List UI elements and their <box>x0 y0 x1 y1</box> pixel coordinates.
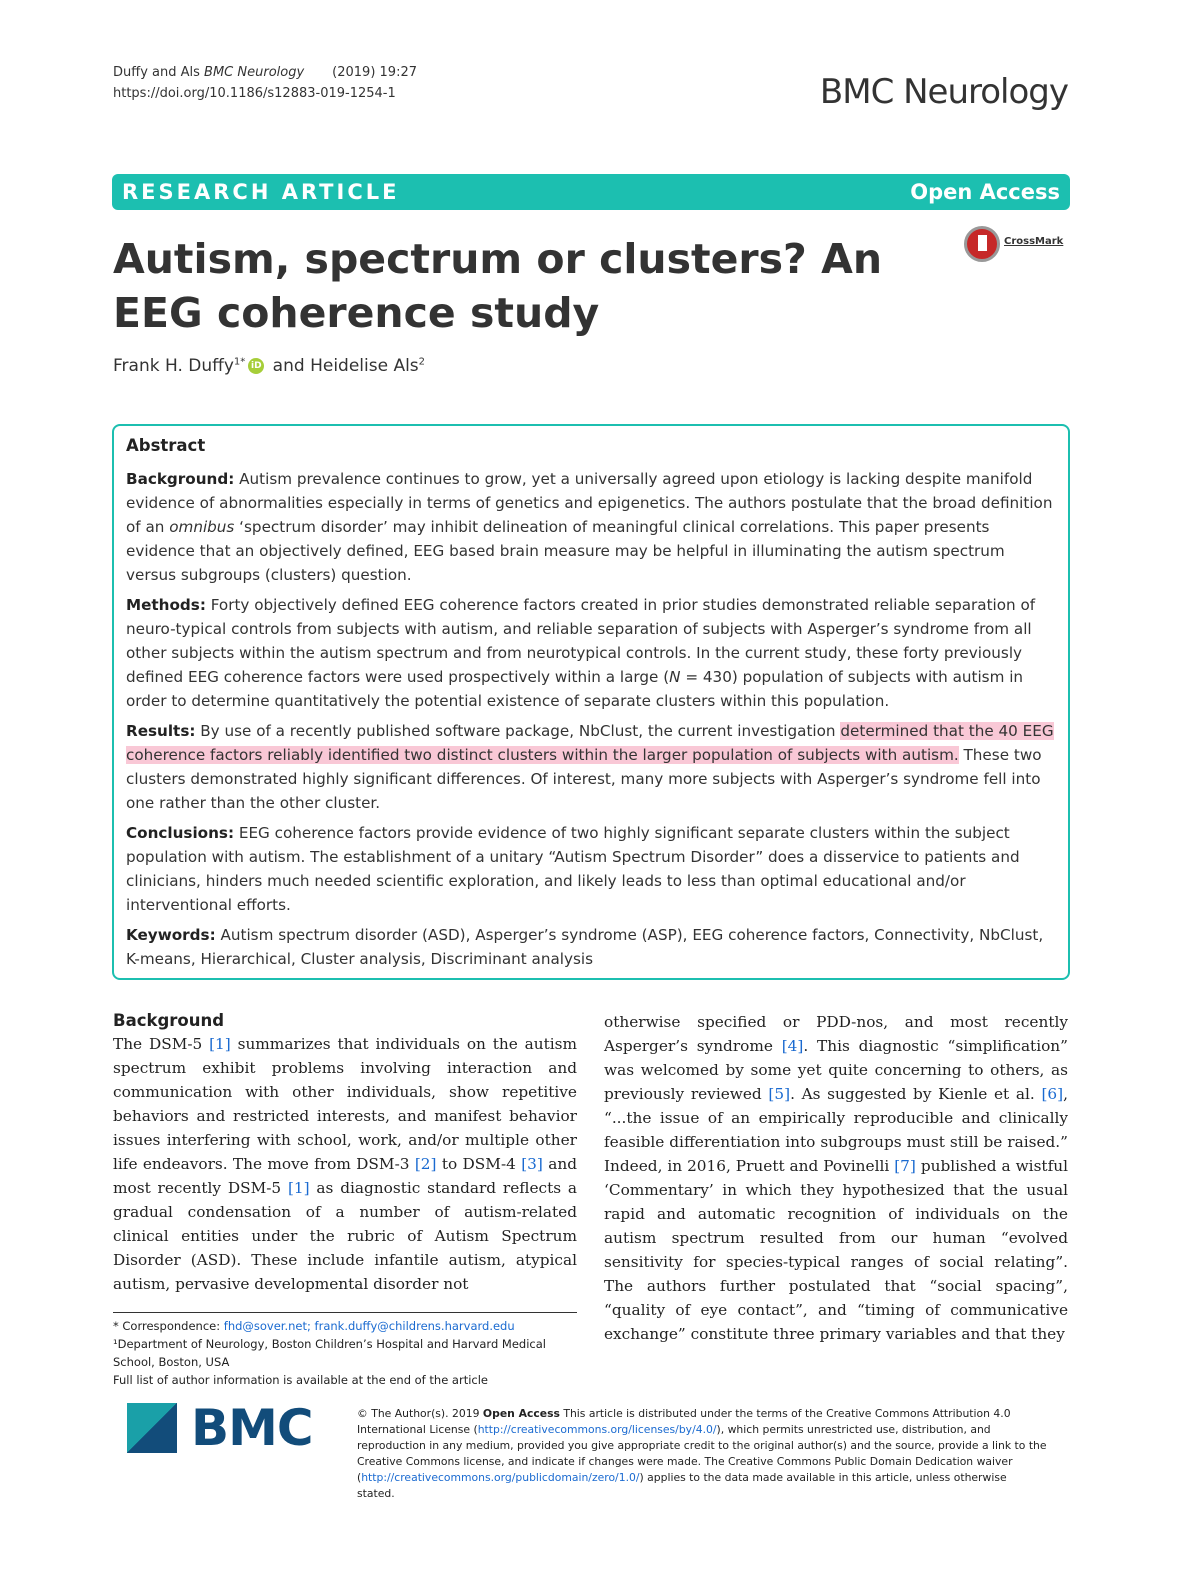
abstract-conclusions: Conclusions: EEG coherence factors provide evidence of two highly significant separate clusters within the subject population with autism. The establishment of a unitary “Autism Spectrum Disorder” does a disservice to patients and clinicians, hinders much needed scientific exploration, and likely leads to less than optimal educational and/or interventional efforts. <box>126 824 1020 914</box>
email-link[interactable]: fhd@sover.net; frank.duffy@childrens.harvard.edu <box>223 1319 515 1333</box>
body-column-left <box>113 1010 577 1296</box>
crossmark-badge[interactable] <box>964 226 1072 262</box>
author-list: Frank H. Duffy$^{1*}$ iD and Heidelise Als$^2$ <box>113 356 426 376</box>
article-type-label: RESEARCH ARTICLE <box>122 180 400 204</box>
citation-link[interactable]: [5] <box>768 1085 791 1103</box>
citation-link[interactable]: [3] <box>521 1155 543 1173</box>
abstract-background: Background: Autism prevalence continues to grow, yet a universally agreed upon etiology is lacking despite manifold evidence of abnormalities especially in terms of genetics and epigenetics. The authors postulate that the broad definition of an omnibus ‘spectrum disorder’ may inhibit delineation of meaningful clinical correlations. This paper presents evidence that an objectively defined, EEG based brain measure may be helpful in illuminating the autism spectrum versus subgroups (clusters) question. <box>126 470 1053 584</box>
year-volume: (2019) 19:27 <box>332 65 417 80</box>
abstract-heading: Abstract <box>126 436 206 455</box>
abstract-keywords: Keywords: Autism spectrum disorder (ASD), Asperger’s syndrome (ASP), EEG coherence factors, Connectivity, NbClust, K-means, Hierarchical, Cluster analysis, Discriminant analysis <box>126 926 1044 968</box>
citation-line: Duffy and Als BMC Neurology (2019) 19:27 <box>113 65 417 80</box>
journal-name: BMC Neurology <box>204 65 305 80</box>
doi-link[interactable]: https://doi.org/10.1186/s12883-019-1254-1 <box>113 86 396 101</box>
crossmark-label: CrossMark <box>1004 236 1064 247</box>
abstract-results: Results: By use of a recently published software package, NbClust, the current investigation determined that the 40 EEG coherence factors reliably identified two distinct clusters within the larger population of subjects with autism. These two clusters demonstrated highly significant differences. Of interest, many more subjects with Asperger’s syndrome fell into one rather than the other cluster. <box>126 722 1054 812</box>
article-title: Autism, spectrum or clusters? An EEG coherence study <box>113 235 883 337</box>
journal-brand: BMC Neurology <box>819 72 1068 112</box>
citation-link[interactable]: [1] <box>287 1179 310 1197</box>
highlighted-text[interactable]: determined that the 40 EEG coherence factors reliably identified two distinct clusters within the larger population of subjects with autism. <box>126 722 1054 764</box>
bmc-logo-icon <box>127 1403 177 1453</box>
citation-link[interactable]: [1] <box>209 1035 231 1053</box>
citation-link[interactable]: [4] <box>781 1037 804 1055</box>
body-paragraph: The DSM-5 [1] summarizes that individuals on the autism spectrum exhibit problems involving interaction and communication with other individuals, show repetitive behaviors and restricted interests, and manifest behavior issues interfering with school, work, and/or multiple other life endeavors. The move from DSM-3 [2] to DSM-4 [3] and most recently DSM-5 [1] as diagnostic standard reflects a gradual condensation of a number of autism-related clinical entities under the rubric of Autism Spectrum Disorder (ASD). These include infantile autism, atypical autism, pervasive developmental disorder not <box>113 1035 578 1293</box>
abstract-methods: Methods: Forty objectively defined EEG coherence factors created in prior studies demonstrated reliable separation of neuro-typical controls from subjects with autism, and reliable separation of subjects with Asperger’s syndrome from all other subjects within the autism spectrum and from neurotypical controls. In the current study, these forty previously defined EEG coherence factors were used prospectively within a large (N = 430) population of subjects with autism in order to determine quantitatively the potential existence of separate clusters within this population. <box>126 596 1036 710</box>
section-heading: Background <box>113 1011 225 1030</box>
crossmark-icon <box>964 226 1000 262</box>
affiliation: ¹Department of Neurology, Boston Children’s Hospital and Harvard Medical School, Boston, USA <box>113 1337 546 1369</box>
citation-link[interactable]: [2] <box>414 1155 437 1173</box>
body-column-right <box>604 1010 1068 1346</box>
abstract-box <box>112 424 1070 980</box>
running-header <box>113 62 417 104</box>
article-type-banner <box>112 174 1070 210</box>
correspondence-footnote: * Correspondence: fhd@sover.net; frank.duffy@childrens.harvard.edu ¹Department of Neurology, Boston Children’s Hospital and Harvard Medical School, Boston, USA Full list of author information is available at the end of the article <box>113 1312 577 1389</box>
citation-link[interactable]: [7] <box>894 1157 916 1175</box>
license-notice: © The Author(s). 2019 Open Access This article is distributed under the terms of the Creative Commons Attribution 4.0 International License (http://creativecommons.org/licenses/by/4.0/), which permits unrestricted use, distribution, and reproduction in any medium, provided you give appropriate credit to the original author(s) and the source, provide a link to the Creative Commons license, and indicate if changes were made. The Creative Commons Public Domain Dedication waiver (http://creativecommons.org/publicdomain/zero/1.0/) applies to the data made available in this article, unless otherwise stated. <box>357 1407 1047 1500</box>
author-name[interactable]: and Heidelise Als <box>267 356 419 376</box>
body-paragraph: otherwise specified or PDD-nos, and most recently Asperger’s syndrome [4]. This diagnostic “simplification” was welcomed by some yet quite concerning to others, as previously reviewed [5]. As suggested by Kienle et al. [6], “...the issue of an empirically reproducible and clinically feasible differentiation into subgroups must still be raised.” Indeed, in 2016, Pruett and Povinelli [7] published a wistful ‘Commentary’ in which they hypothesized that the usual rapid and automatic recognition of individuals on the autism spectrum resulted from our human “evolved sensitivity for species-typical ranges of social relating”. The authors further postulated that “social spacing”, “quality of eye contact”, and “timing of communicative exchange” constitute three primary variables and that they <box>604 1013 1068 1343</box>
license-link[interactable]: http://creativecommons.org/licenses/by/4.0/ <box>477 1423 717 1436</box>
citation-link[interactable]: [6] <box>1041 1085 1064 1103</box>
open-access-label: Open Access <box>910 180 1060 204</box>
author-name[interactable]: Frank H. Duffy <box>113 356 234 376</box>
bmc-logo: BMC <box>127 1403 332 1453</box>
waiver-link[interactable]: http://creativecommons.org/publicdomain/zero/1.0/ <box>361 1471 640 1484</box>
author-info-note: Full list of author information is available at the end of the article <box>113 1373 488 1387</box>
orcid-icon[interactable]: iD <box>248 358 264 374</box>
